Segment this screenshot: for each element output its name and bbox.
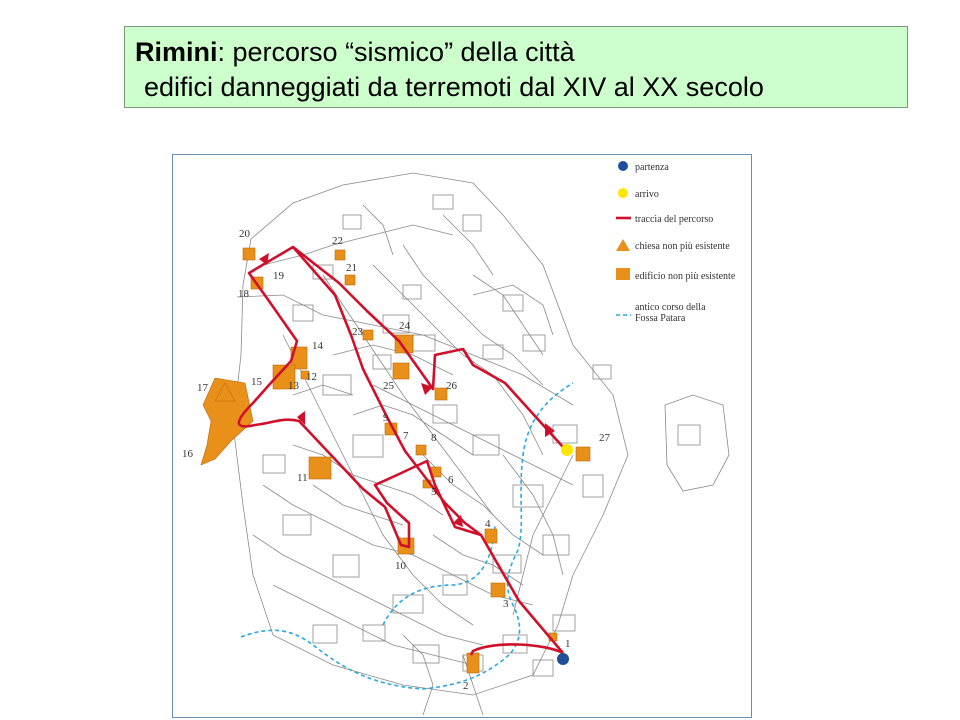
site-number-4: 4 (485, 518, 491, 530)
site-number-16: 16 (182, 448, 193, 460)
map-svg (173, 155, 751, 717)
street-network (233, 173, 729, 715)
legend-church-label: chiesa non più esistente (635, 241, 730, 252)
legend-start-label: partenza (635, 162, 669, 173)
site-number-10: 10 (395, 560, 406, 572)
title-box (124, 26, 908, 108)
site-number-15: 15 (251, 376, 262, 388)
site-markers (201, 248, 590, 673)
title-city: Rimini (135, 37, 218, 67)
legend-church-icon (616, 239, 630, 251)
site-number-26: 26 (446, 380, 457, 392)
legend-canal-label-2: Fossa Patara (635, 313, 686, 324)
site-number-20: 20 (239, 228, 250, 240)
site-number-19: 19 (273, 270, 284, 282)
site-number-25: 25 (383, 380, 394, 392)
site-numbers (182, 228, 611, 692)
site-number-11: 11 (297, 472, 308, 484)
site-number-7: 7 (403, 430, 409, 442)
route (239, 247, 563, 655)
end-point-marker (561, 444, 573, 456)
legend-building-label: edificio non più esistente (635, 271, 736, 282)
legend-building-icon (616, 268, 630, 280)
site-number-14: 14 (312, 340, 323, 352)
site-number-18: 18 (238, 288, 249, 300)
legend-end-label: arrivo (635, 189, 659, 200)
site-number-12: 12 (306, 371, 317, 383)
site-number-6: 6 (448, 474, 454, 486)
legend-end-icon (618, 188, 628, 198)
legend-start-icon (618, 161, 628, 171)
legend (616, 161, 736, 324)
site-number-27: 27 (599, 432, 610, 444)
title-line-2: edifici danneggiati da terremoti dal XIV al XX secolo (144, 72, 764, 102)
map-frame (172, 154, 752, 718)
title-line-1 (135, 35, 907, 70)
site-number-21: 21 (346, 262, 357, 274)
site-number-3: 3 (503, 598, 509, 610)
site-number-2: 2 (463, 680, 469, 692)
start-point-marker (557, 653, 569, 665)
legend-route-label: traccia del percorso (635, 214, 714, 225)
site-number-1: 1 (565, 638, 571, 650)
site-number-24: 24 (399, 320, 410, 332)
site-number-5: 5 (431, 486, 437, 498)
site-number-8: 8 (431, 432, 437, 444)
site-number-9: 9 (383, 412, 389, 424)
canal-line (241, 383, 573, 689)
site-number-22: 22 (332, 235, 343, 247)
site-number-13: 13 (288, 380, 299, 392)
legend-canal-label-1: antico corso della (635, 302, 706, 313)
title-line-1-rest: : percorso “sismico” della città (217, 37, 575, 67)
site-number-17: 17 (197, 382, 208, 394)
site-number-23: 23 (352, 326, 363, 338)
